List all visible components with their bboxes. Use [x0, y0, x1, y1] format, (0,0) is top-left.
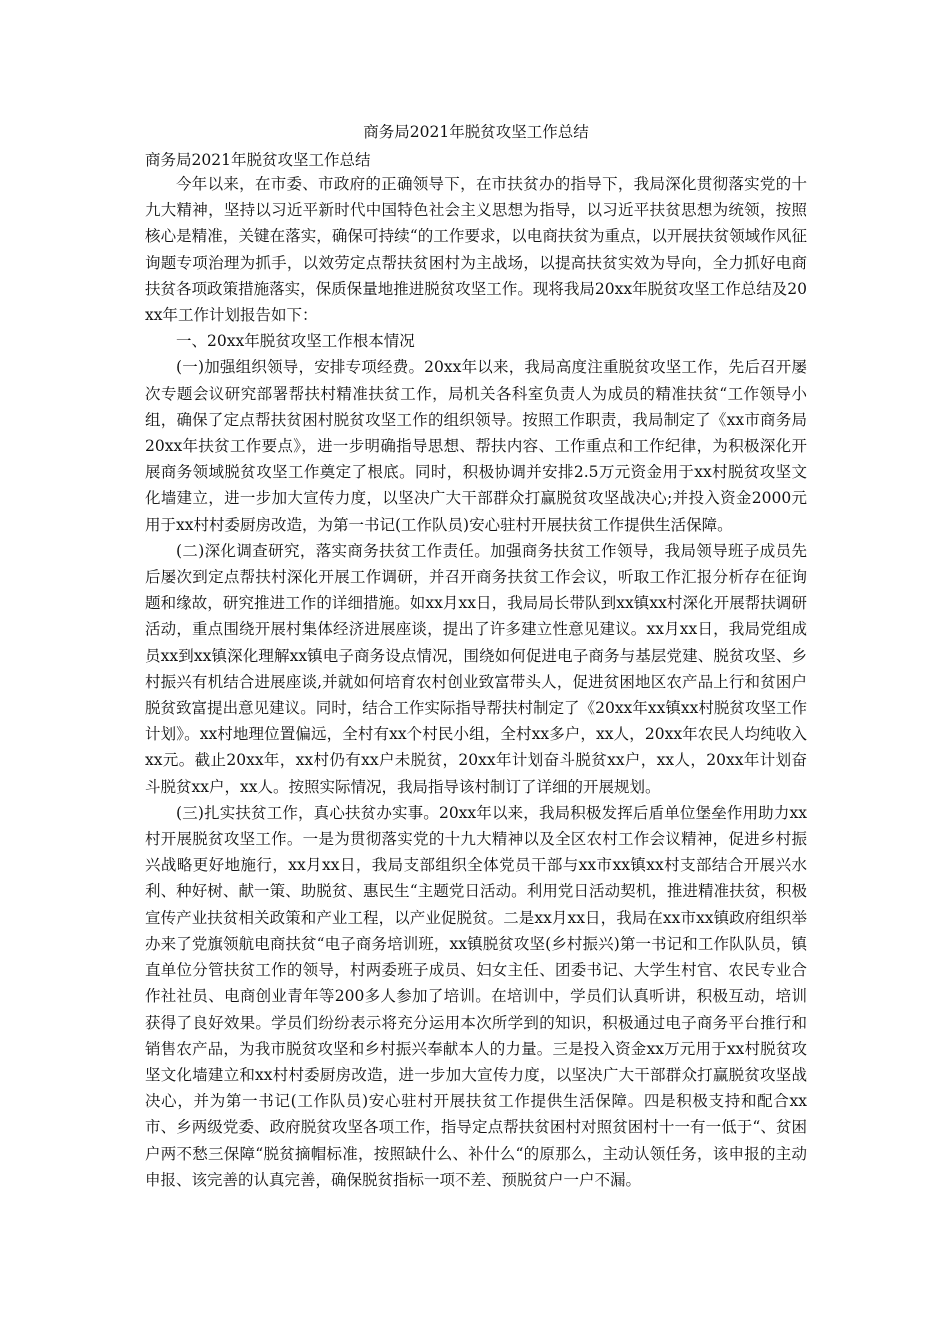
section-paragraph-1: (一)加强组织领导，安排专项经费。20xx年以来，我局高度注重脱贫攻坚工作，先后召开屡次专题会议研究部署帮扶村精准扶贫工作，局机关各科室负责人为成员的精准扶贫“工作领导小组，确保了定点帮扶贫困村脱贫攻坚工作的组织领导。按照工作职责，我局制定了《xx市商务局20xx年扶贫工作要点》，进一步明确指导思想、帮扶内容、工作重点和工作纪律，为积极深化开展商务领域脱贫攻坚工作奠定了根底。同时，积极协调并安排2.5万元资金用于xx村脱贫攻坚文化墙建立，进一步加大宣传力度，以坚决广大干部群众打赢脱贫攻坚战决心;并投入资金2000元用于xx村村委厨房改造，为第一书记(工作队员)安心驻村开展扶贫工作提供生活保障。: [145, 358, 807, 534]
intro-paragraph: 今年以来，在市委、市政府的正确领导下，在市扶贫办的指导下，我局深化贯彻落实党的十九大精神，坚持以习近平新时代中国特色社会主义思想为指导，以习近平扶贫思想为统领，按照核心是精准，关键在落实，确保可持续“的工作要求，以电商扶贫为重点，以开展扶贫领域作风征询题专项治理为抓手，以效劳定点帮扶贫困村为主战场，以提高扶贫实效为导向，全力抓好电商扶贫各项政策措施落实，保质保量地推进脱贫攻坚工作。现将我局20xx年脱贫攻坚工作总结及20xx年工作计划报告如下：: [145, 175, 807, 325]
section-paragraph-3: (三)扎实扶贫工作，真心扶贫办实事。20xx年以来，我局积极发挥后盾单位堡垒作用助力xx村开展脱贫攻坚工作。一是为贯彻落实党的十九大精神以及全区农村工作会议精神，促进乡村振兴战略更好地施行，xx月xx日，我局支部组织全体党员干部与xx市xx镇xx村支部结合开展兴水利、种好树、献一策、助脱贫、惠民生“主题党日活动。利用党日活动契机，推进精准扶贫，积极宣传产业扶贫相关政策和产业工程，以产业促脱贫。二是xx月xx日，我局在xx市xx镇政府组织举办来了党旗领航电商扶贫“电子商务培训班，xx镇脱贫攻坚(乡村振兴)第一书记和工作队队员，镇直单位分管扶贫工作的领导，村两委班子成员、妇女主任、团委书记、大学生村官、农民专业合作社社员、电商创业青年等200多人参加了培训。在培训中，学员们认真听讲，积极互动，培训获得了良好效果。学员们纷纷表示将充分运用本次所学到的知识，积极通过电子商务平台推行和销售农产品，为我市脱贫攻坚和乡村振兴奉献本人的力量。三是投入资金xx万元用于xx村脱贫攻坚文化墙建立和xx村村委厨房改造，进一步加大宣传力度，以坚决广大干部群众打赢脱贫攻坚战决心，并为第一书记(工作队员)安心驻村开展扶贫工作提供生活保障。四是积极支持和配合xx市、乡两级党委、政府脱贫攻坚各项工作，指导定点帮扶贫困村对照贫困村十一有一低于“、贫困户两不愁三保障“脱贫摘帽标准，按照缺什么、补什么“的原那么，主动认领任务，该申报的主动申报、该完善的认真完善，确保脱贫指标一项不差、预脱贫户一户不漏。: [145, 803, 807, 1189]
section-paragraph-2: (二)深化调查研究，落实商务扶贫工作责任。加强商务扶贫工作领导，我局领导班子成员先后屡次到定点帮扶村深化开展工作调研，并召开商务扶贫工作会议，听取工作汇报分析存在征询题和缘故，研究推进工作的详细措施。如xx月xx日，我局局长带队到xx镇xx村深化开展帮扶调研活动，重点围绕开展村集体经济进展座谈，提出了许多建立性意见建议。xx月xx日，我局党组成员xx到xx镇深化理解xx镇电子商务设点情况，围绕如何促进电子商务与基层党建、脱贫攻坚、乡村振兴有机结合进展座谈,并就如何培育农村创业致富带头人，促进贫困地区农产品上行和贫困户脱贫致富提出意见建议。同时，结合工作实际指导帮扶村制定了《20xx年xx镇xx村脱贫攻坚工作计划》。xx村地理位置偏远，全村有xx个村民小组，全村xx多户，xx人，20xx年农民人均纯收入xx元。截止20xx年，xx村仍有xx户未脱贫，20xx年计划奋斗脱贫xx户，xx人，20xx年计划奋斗脱贫xx户，xx人。按照实际情况，我局指导该村制订了详细的开展规划。: [145, 541, 807, 796]
section-heading: 一、20xx年脱贫攻坚工作根本情况: [176, 332, 415, 351]
document-page: [145, 121, 807, 1193]
document-title: 商务局2021年脱贫攻坚工作总结: [363, 123, 589, 141]
document-subtitle: 商务局2021年脱贫攻坚工作总结: [145, 151, 371, 169]
